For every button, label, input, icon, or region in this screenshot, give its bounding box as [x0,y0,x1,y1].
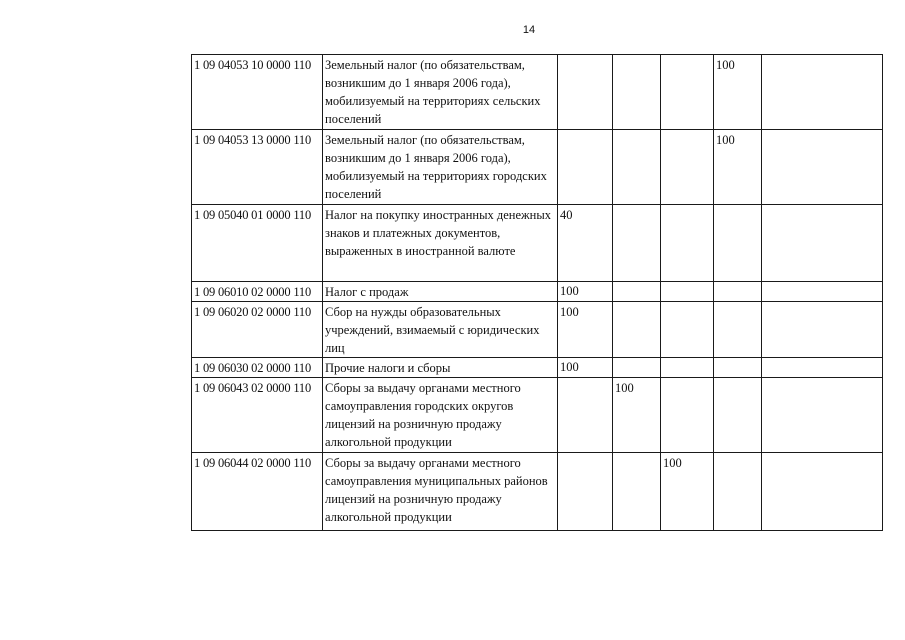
budget-code: 1 09 06044 02 0000 110 [192,453,323,531]
budget-code: 1 09 06010 02 0000 110 [192,282,323,302]
value-cell [613,55,661,130]
value-cell [661,282,714,302]
value-cell [714,302,762,358]
value-cell [558,453,613,531]
revenue-description: Земельный налог (по обязательствам, возникшим до 1 января 2006 года), мобилизуемый на территориях сельских поселений [323,55,558,130]
budget-code: 1 09 04053 10 0000 110 [192,55,323,130]
value-cell [661,378,714,453]
value-cell [714,282,762,302]
value-cell [613,130,661,205]
table-row [192,453,883,531]
revenue-description: Налог на покупку иностранных денежных знаков и платежных документов, выраженных в иностранной валюте [323,205,558,282]
revenue-description: Сборы за выдачу органами местного самоуправления городских округов лицензий на розничную продажу алкогольной продукции [323,378,558,453]
value-cell [762,302,883,358]
value-cell [558,55,613,130]
table-row [192,358,883,378]
revenue-description: Сбор на нужды образовательных учреждений, взимаемый с юридических лиц [323,302,558,358]
value-cell [762,358,883,378]
value-cell [714,358,762,378]
revenue-description: Сборы за выдачу органами местного самоуправления муниципальных районов лицензий на розничную продажу алкогольной продукции [323,453,558,531]
value-cell: 100 [613,378,661,453]
value-cell [762,55,883,130]
value-cell [762,378,883,453]
value-cell: 100 [558,282,613,302]
value-cell [762,205,883,282]
value-cell [762,282,883,302]
value-cell [613,358,661,378]
value-cell [613,302,661,358]
revenue-description: Налог с продаж [323,282,558,302]
value-cell [762,130,883,205]
table-row [192,282,883,302]
budget-code: 1 09 04053 13 0000 110 [192,130,323,205]
value-cell [661,55,714,130]
value-cell [558,130,613,205]
value-cell: 100 [714,55,762,130]
value-cell: 100 [558,358,613,378]
value-cell [613,282,661,302]
value-cell: 100 [661,453,714,531]
value-cell [661,130,714,205]
value-cell: 100 [558,302,613,358]
revenue-description: Прочие налоги и сборы [323,358,558,378]
budget-code: 1 09 06020 02 0000 110 [192,302,323,358]
table-row [192,55,883,130]
value-cell [613,205,661,282]
table-row [192,130,883,205]
revenue-distribution-table [191,54,883,531]
value-cell [714,378,762,453]
value-cell [661,302,714,358]
budget-code: 1 09 05040 01 0000 110 [192,205,323,282]
budget-code: 1 09 06030 02 0000 110 [192,358,323,378]
value-cell [661,358,714,378]
table-row [192,205,883,282]
budget-code: 1 09 06043 02 0000 110 [192,378,323,453]
value-cell [714,205,762,282]
table-row [192,378,883,453]
value-cell [558,378,613,453]
value-cell [714,453,762,531]
table-row [192,302,883,358]
revenue-description: Земельный налог (по обязательствам, возникшим до 1 января 2006 года), мобилизуемый на территориях городских поселений [323,130,558,205]
value-cell [661,205,714,282]
value-cell: 40 [558,205,613,282]
value-cell [613,453,661,531]
page-number: 14 [522,24,536,36]
value-cell: 100 [714,130,762,205]
value-cell [762,453,883,531]
